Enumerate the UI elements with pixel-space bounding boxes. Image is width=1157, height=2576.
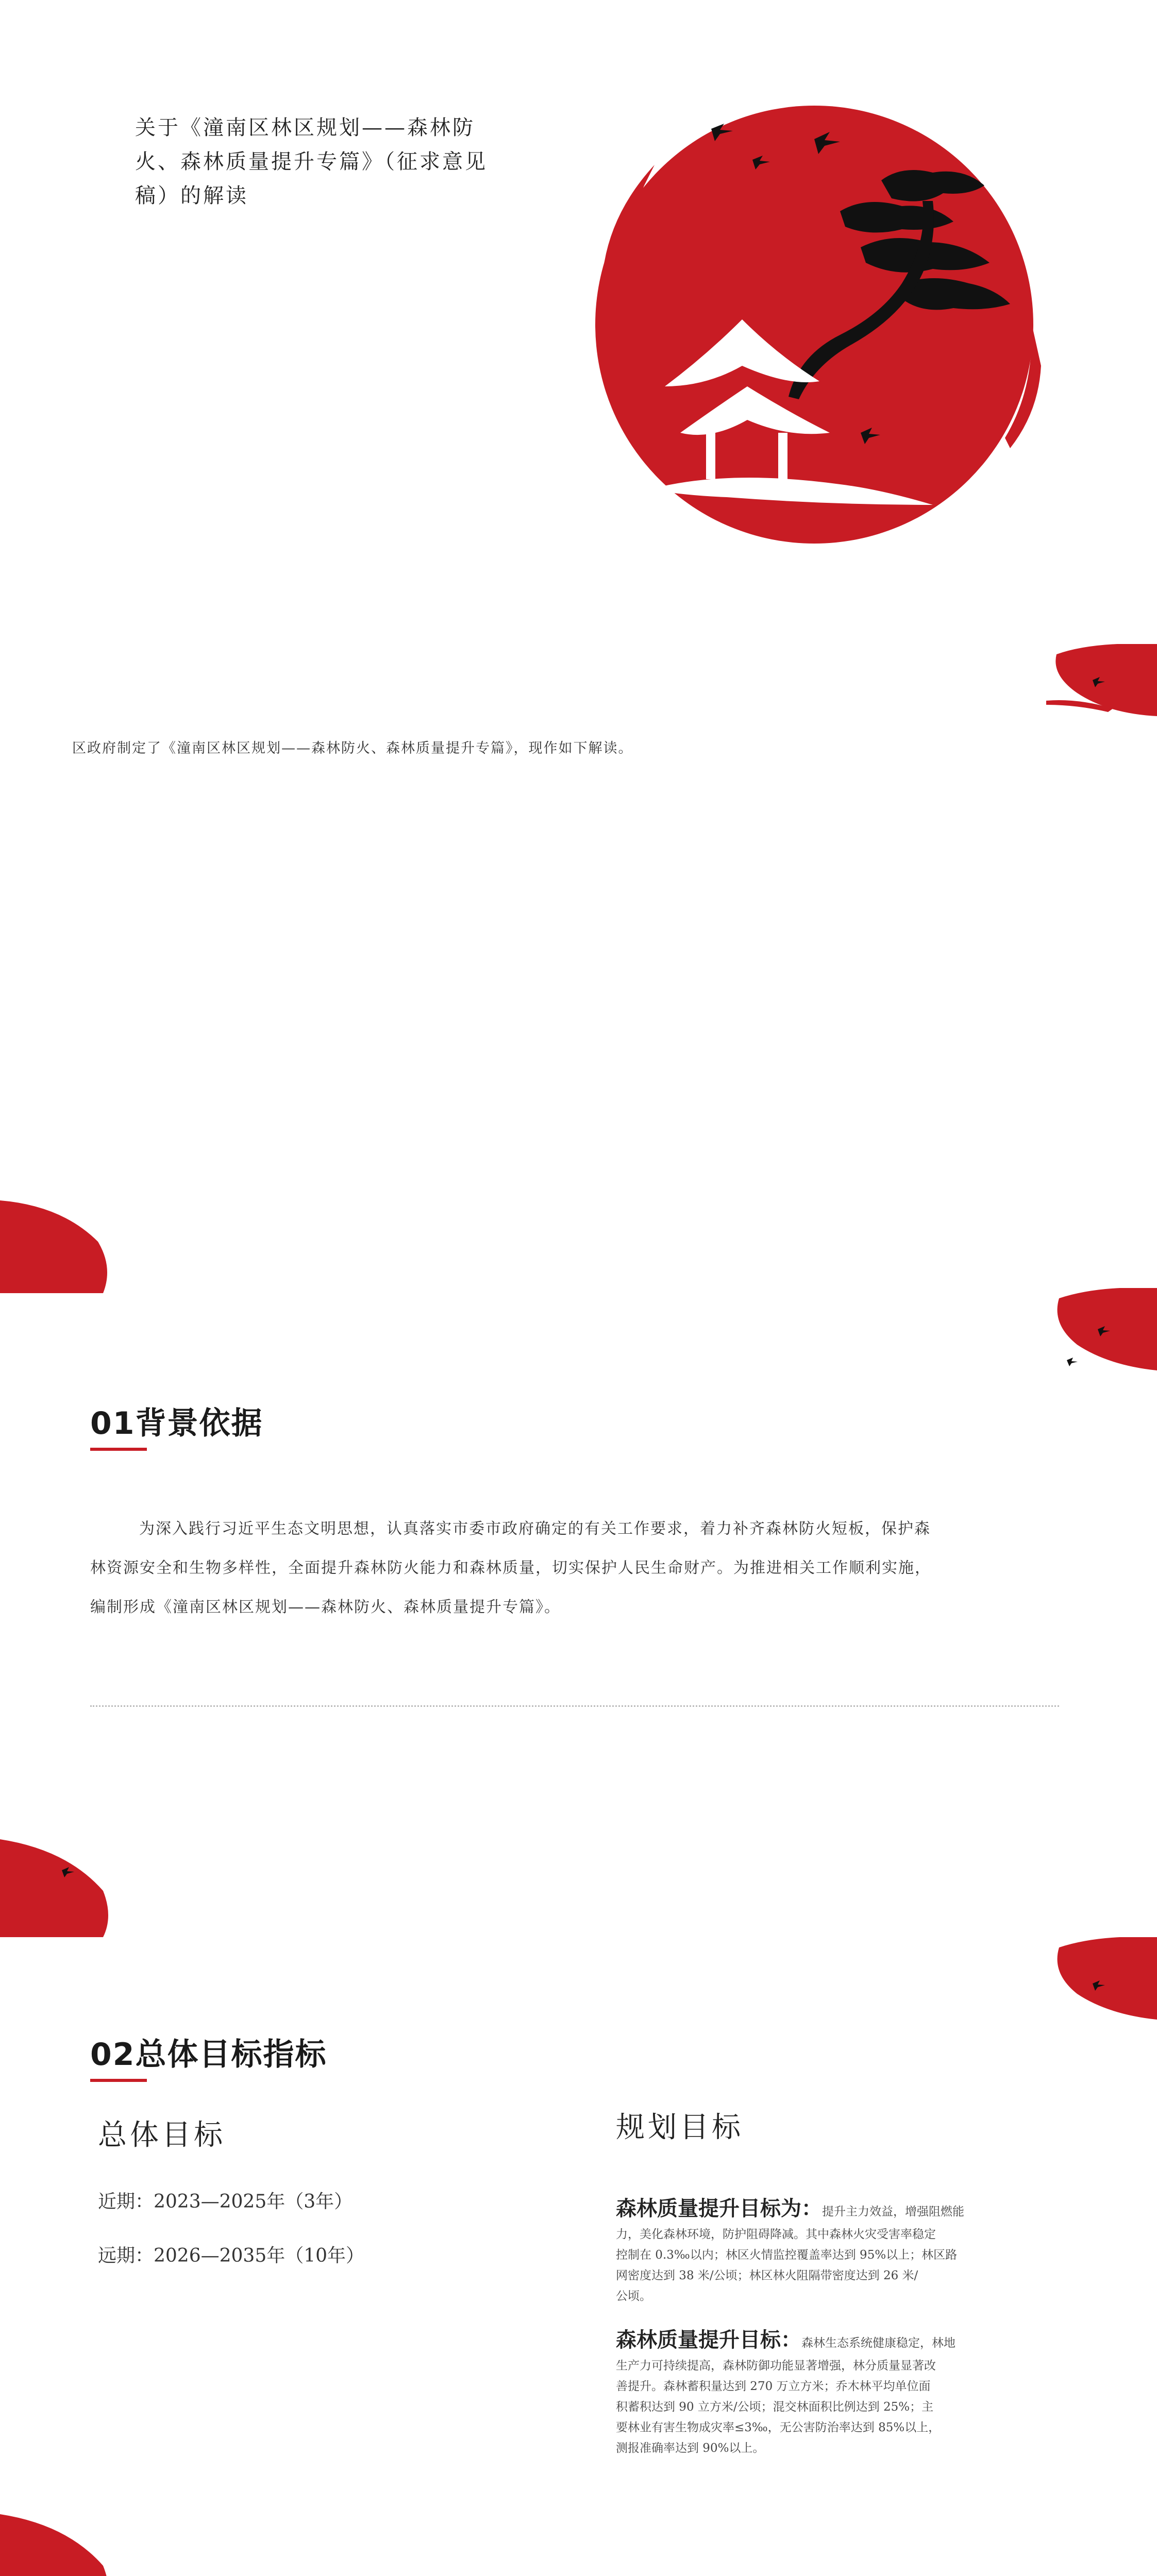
plan-goal-heading: 规划目标 xyxy=(616,2111,744,2144)
red-blob-icon xyxy=(1046,644,1157,716)
intro-text: 区政府制定了《潼南区林区规划——森林防火、森林质量提升专篇》，现作如下解读。 xyxy=(72,740,633,756)
section2-title: 02总体目标指标 xyxy=(90,2037,327,2073)
goal2-line: 生产力可持续提高，森林防御功能显著增强，林分质量显著改 xyxy=(616,2359,936,2372)
goal1-block xyxy=(616,2197,1059,2307)
section1-title: 01背景依据 xyxy=(90,1405,263,1442)
goal2-line: 要林业有害生物成灾率≤3‰，无公害防治率达到 85%以上， xyxy=(616,2421,941,2434)
section1-underline xyxy=(90,1448,147,1451)
paragraph-line: 编制形成《潼南区林区规划——森林防火、森林质量提升专篇》。 xyxy=(90,1598,561,1616)
red-blob-icon xyxy=(0,2514,113,2576)
goal1-line: 公顷。 xyxy=(616,2290,651,2303)
long-term-period: 远期：2026—2035年（10年） xyxy=(98,2245,365,2266)
goal2-block xyxy=(616,2329,1059,2459)
goal1-line: 力，美化森林环境，防护阻碍降减。其中森林火灾受害率稳定 xyxy=(616,2228,936,2241)
red-blob-icon xyxy=(1046,1937,1157,2020)
red-blob-icon xyxy=(0,1839,113,1937)
near-term-period: 近期：2023—2025年（3年） xyxy=(98,2191,353,2212)
goal1-title: 森林质量提升目标为： xyxy=(616,2196,822,2221)
goal2-line: 森林生态系统健康稳定，林地 xyxy=(801,2336,955,2350)
goal2-line: 测报准确率达到 90%以上。 xyxy=(616,2442,765,2455)
red-blob-icon xyxy=(0,1200,113,1293)
sun-painting xyxy=(572,77,1051,572)
section1-divider xyxy=(90,1705,1059,1707)
goal2-line: 积蓄积达到 90 立方米/公顷；混交林面积比例达到 25%；主 xyxy=(616,2400,934,2414)
goal1-line: 提升主力效益，增强阻燃能 xyxy=(822,2205,964,2218)
section2-underline xyxy=(90,2079,147,2082)
sun-icon xyxy=(595,106,1033,544)
paragraph-line: 林资源安全和生物多样性，全面提升森林防火能力和森林质量，切实保护人民生命财产。为推进相关工作顺利实施， xyxy=(90,1559,931,1577)
goal1-line: 网密度达到 38 米/公顷；林区林火阻隔带密度达到 26 米/ xyxy=(616,2269,918,2282)
paragraph-line: 为深入践行习近平生态文明思想，认真落实市委市政府确定的有关工作要求，着力补齐森林防火短板，保护森 xyxy=(139,1520,931,1538)
overall-goal-heading: 总体目标 xyxy=(98,2119,226,2152)
goal2-line: 善提升。森林蓄积量达到 270 万立方米；乔木林平均单位面 xyxy=(616,2380,931,2393)
section1-paragraph xyxy=(90,1510,1059,1627)
goal2-title: 森林质量提升目标： xyxy=(616,2328,801,2352)
red-blob-icon xyxy=(1046,1288,1157,1370)
goal1-line: 控制在 0.3‰以内；林区火情监控覆盖率达到 95%以上；林区路 xyxy=(616,2248,958,2262)
page-title: 关于《潼南区林区规划——森林防火、森林质量提升专篇》（征求意见稿）的解读 xyxy=(135,116,488,208)
